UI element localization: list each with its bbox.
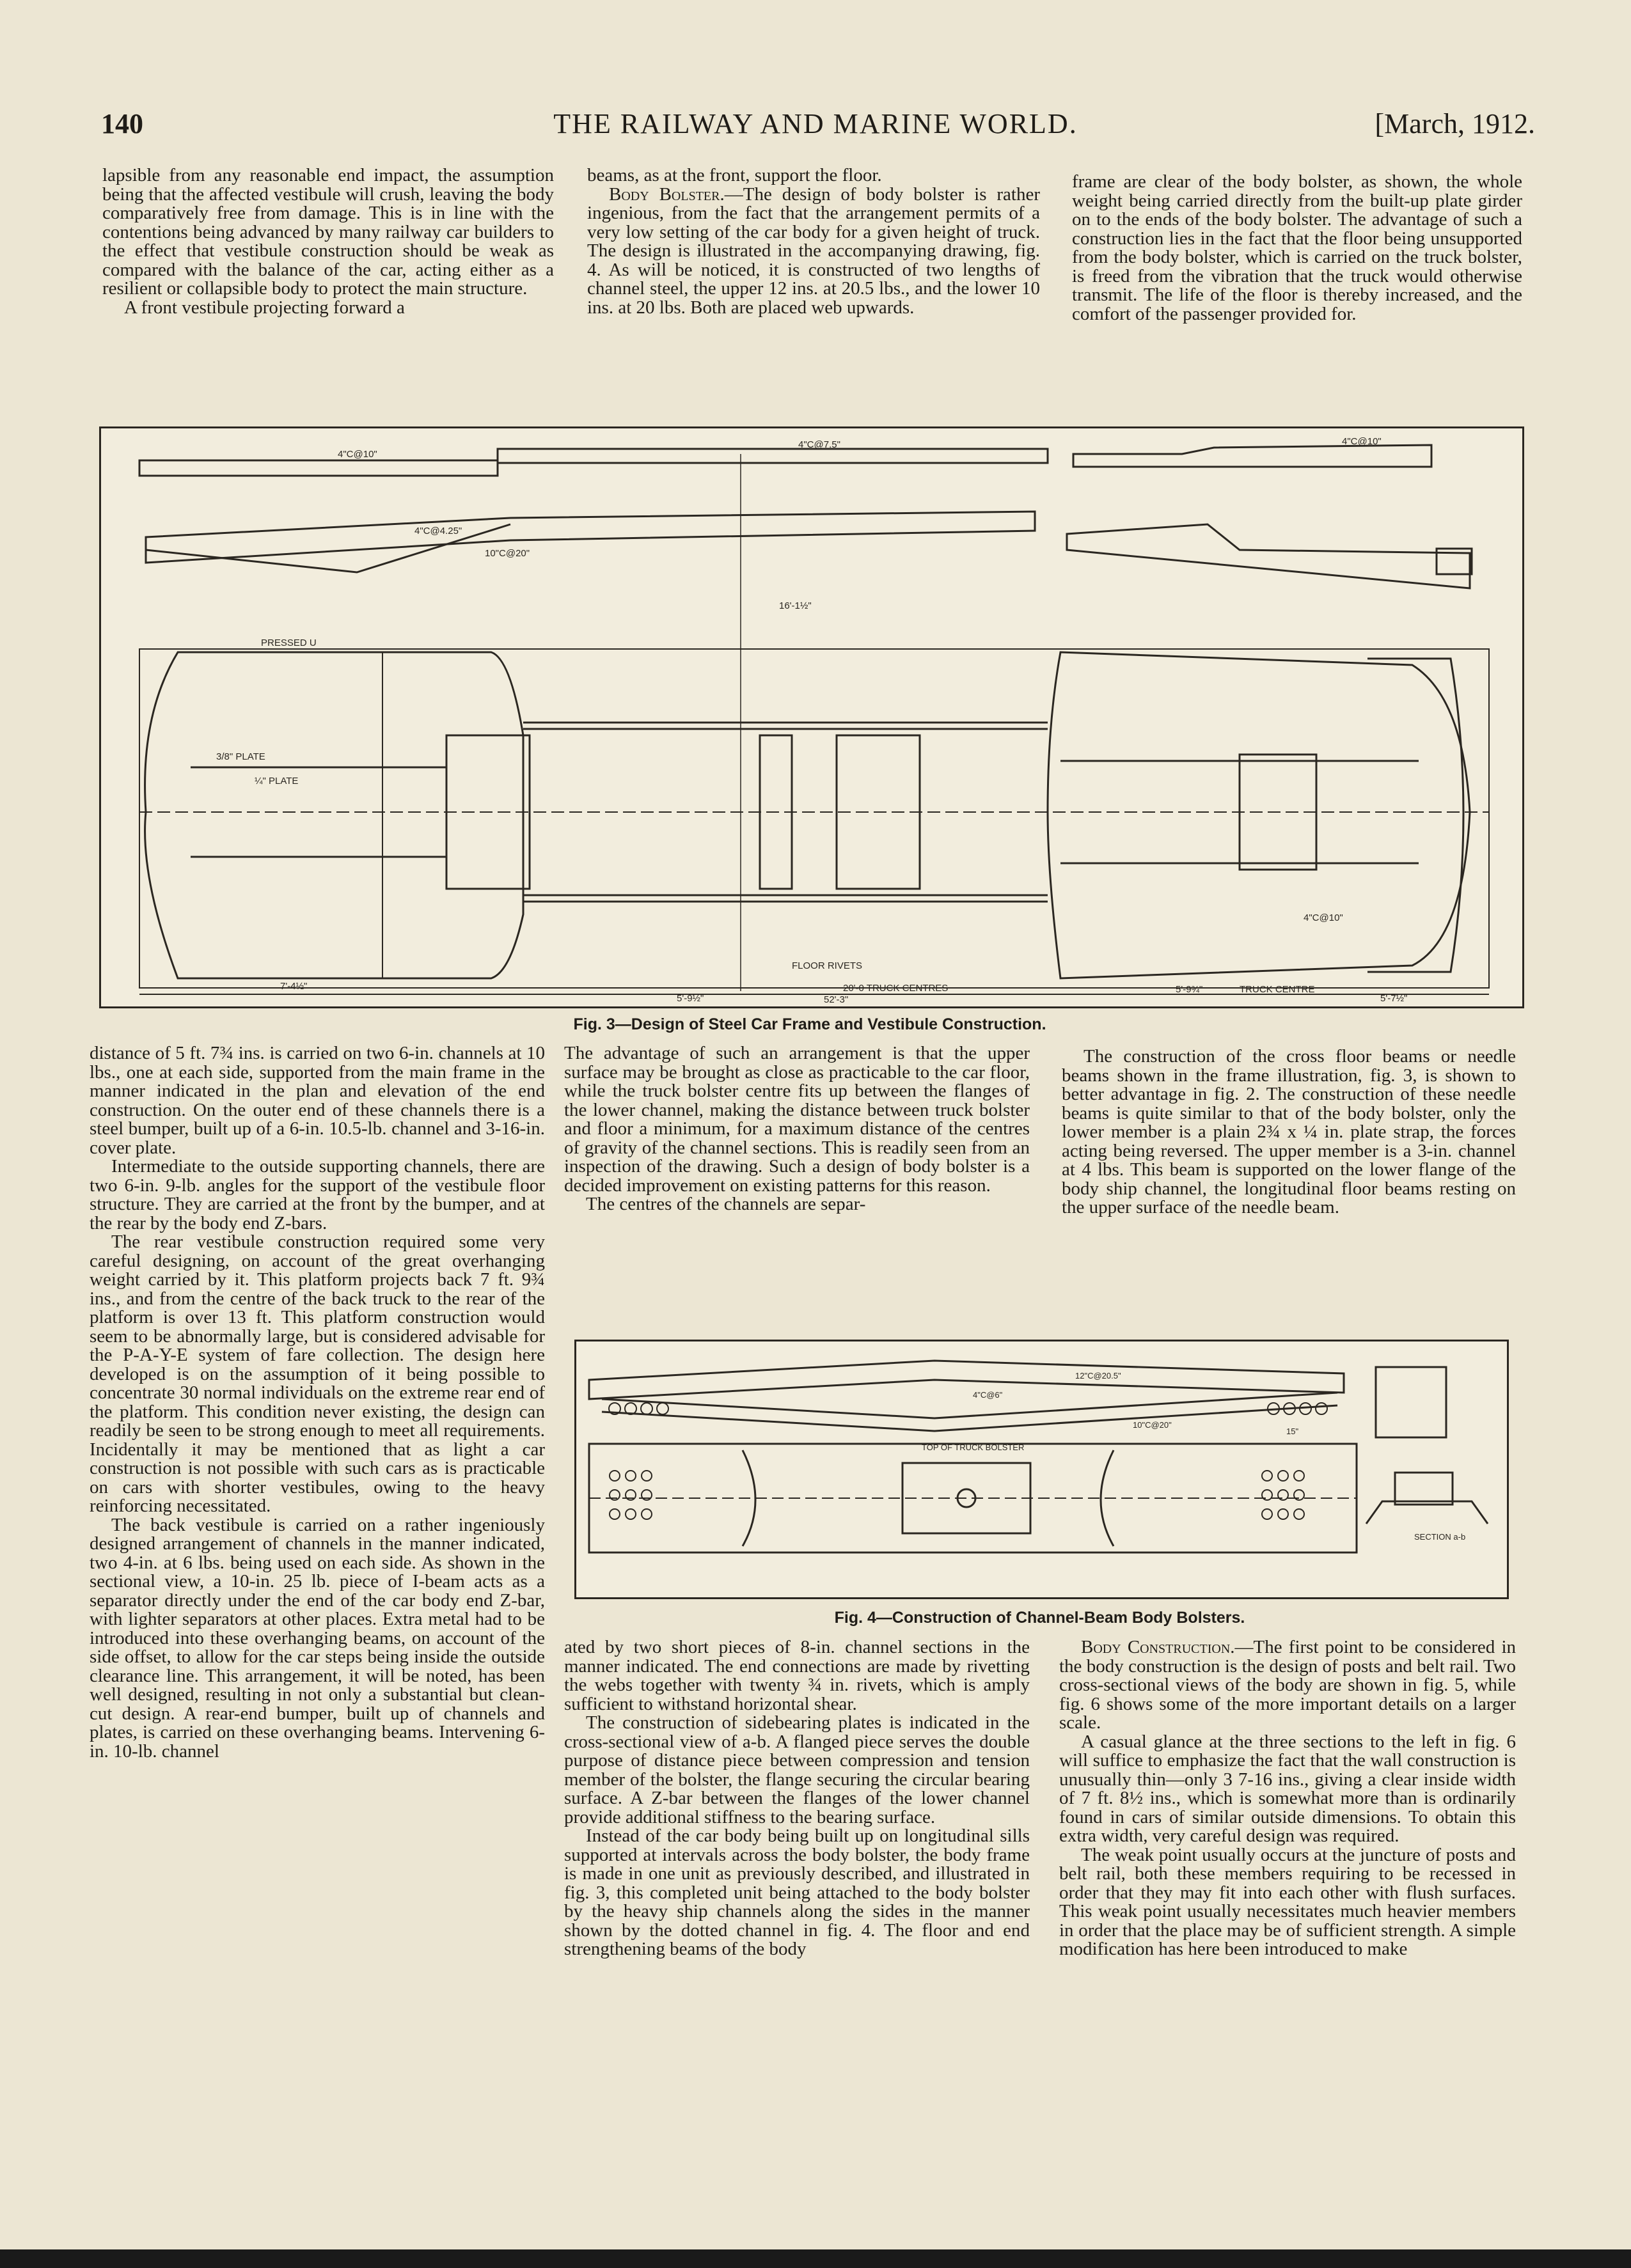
paragraph: The construction of sidebearing plates is indicated in the cross-sectional view of a-b. A flanged piece serves the double purpose of distance piece between compression and tension member of the bolster, the flange securing the circular bearing surface. A Z-bar between the flanges of the lower channel provide additional stiffness to the bearing surface. bbox=[564, 1712, 1030, 1827]
bolster-drawing bbox=[576, 1341, 1507, 1597]
dimension-label: 3/8" PLATE bbox=[216, 751, 265, 762]
dimension-label: 5'-9¾" bbox=[1176, 984, 1203, 995]
dimension-label: 4"C@7.5" bbox=[798, 439, 840, 450]
paragraph: ated by two short pieces of 8-in. channel sections in the manner indicated. The end connections are made by rivetting the webs together with twenty ¾ in. rivets, which is amply sufficient to withstand horizontal shear. bbox=[564, 1637, 1030, 1714]
dimension-label: ¼" PLATE bbox=[255, 776, 299, 786]
dimension-label: SECTION a-b bbox=[1414, 1532, 1466, 1542]
rear-platform-plan bbox=[1048, 652, 1470, 978]
top-column-1 bbox=[102, 166, 554, 317]
dimension-label: 16'-1½" bbox=[779, 600, 812, 611]
car-frame-drawing bbox=[101, 428, 1522, 1006]
dimension-label: 5'-7½" bbox=[1380, 993, 1408, 1004]
paragraph: The centres of the channels are separ- bbox=[586, 1194, 866, 1214]
side-elevation-right bbox=[1067, 524, 1470, 588]
paragraph: The back vestibule is carried on a rather ingeniously designed arrangement of channels in the manner indicated, two 4-in. at 6 lbs. being used on each side. As shown in the sectional view, a 10-in. 25 lb. piece of I-beam acts as a separator directly under the end of the car body end Z-bar, with lighter separators at other places. Extra metal had to be introduced into these overhanging beams, on account of the side offset, to allow for the car steps being inside the outside clearance line. This arrangement, it will be noted, has been well designed, resulting in not only a substantial but clean-cut design. A rear-end bumper, built up of channels and plates, is carried on these overhanging beams. Intervening 6-in. 10-lb. channel bbox=[90, 1514, 545, 1762]
paragraph: distance of 5 ft. 7¾ ins. is carried on two 6-in. channels at 10 lbs., one at each side, supported from the main frame in the manner indicated in the plan and elevation of the end construction. On the outer end of these channels there is a steel bumper, built up of a 6-in. 10.5-lb. channel and 3-16-in. cover plate. bbox=[90, 1043, 545, 1158]
dimension-label: 5'-9½" bbox=[677, 993, 704, 1004]
dimension-label: 15" bbox=[1286, 1427, 1299, 1436]
paragraph-text: The design of body bolster is rather ingenious, from the fact that the arrangement permits of a very low setting of the car body for a given height of truck. The design is illustrated in the accompanying drawing, fig. 4. As will be noticed, it is constructed of two lengths of channel steel, the upper 12 ins. at 20.5 lbs., and the lower 10 ins. at 20 lbs. Both are placed web upwards. bbox=[587, 184, 1041, 318]
journal-title: THE RAILWAY AND MARINE WORLD. bbox=[553, 108, 1078, 139]
dimension-label: 7'-4½" bbox=[280, 981, 308, 992]
bottom-column-3 bbox=[1059, 1638, 1516, 1959]
paragraph-text: The first point to be considered in the body construction is the design of posts and belt rail. Two cross-sectional views of the body are shown in fig. 5, while fig. 6 shows some of the more important details on a larger scale. bbox=[1059, 1637, 1516, 1733]
figure-3-drawing bbox=[99, 426, 1524, 1008]
bottom-column-2 bbox=[564, 1638, 1030, 1959]
scan-border bbox=[0, 2249, 1631, 2268]
rear-sill-elevation bbox=[1073, 445, 1431, 467]
paragraph: The weak point usually occurs at the juncture of posts and belt rail, both these members requiring to be recessed in order that they may fit into each other with flush surfaces. This weak point usually necessitates much heavier members in order that the place may be of sufficient strength. A simple modification has here been introduced to make bbox=[1059, 1844, 1516, 1959]
upper-channel-elevation bbox=[589, 1361, 1344, 1399]
dimension-label: 4"C@10" bbox=[338, 449, 377, 460]
dimension-label: 4"C@10" bbox=[1304, 912, 1343, 923]
paragraph bbox=[1059, 1638, 1516, 1733]
dimension-label: FLOOR RIVETS bbox=[792, 960, 863, 971]
paragraph: A casual glance at the three sections to the left in fig. 6 will suffice to emphasize the fact that the wall construction is unusually thin—only 3 7-16 ins., giving a clear inside width of 7 ft. 8½ ins., which is somewhat more than is ordinarily found in cars of similar outside dimensions. To obtain this extra width, very careful design was required. bbox=[1059, 1731, 1516, 1846]
dimension-label: 12"C@20.5" bbox=[1075, 1371, 1121, 1380]
top-column-3 bbox=[1072, 173, 1522, 324]
section-heading: Body Construction.— bbox=[1081, 1637, 1254, 1657]
page-number: 140 bbox=[101, 108, 143, 139]
paragraph: Intermediate to the outside supporting channels, there are two 6-in. 9-lb. angles for the support of the vestibule floor structure. They are carried at the front by the bumper, and at the rear by the body end Z-bars. bbox=[90, 1156, 545, 1233]
dimension-label: 52'-3" bbox=[824, 994, 849, 1005]
mid-column-3 bbox=[1062, 1047, 1516, 1217]
dimension-label: 20'-0 TRUCK CENTRES bbox=[843, 983, 949, 994]
paragraph: Instead of the car body being built up on longitudinal sills supported at intervals across the body bolster, the body frame is made in one unit as previously described, and illustrated in fig. 3, this completed unit being attached to the body bolster by the heavy ship channels along the sides in the manner shown by the dotted channel in fig. 4. The floor and end strengthening beams of the body bbox=[564, 1826, 1030, 1959]
paragraph: A front vestibule projecting forward a bbox=[124, 297, 405, 318]
page-header bbox=[96, 107, 1535, 152]
paragraph: beams, as at the front, support the floor. bbox=[587, 165, 882, 185]
issue-date: [March, 1912. bbox=[1375, 108, 1535, 139]
dimension-label: 10"C@20" bbox=[485, 548, 530, 559]
top-column-2 bbox=[587, 166, 1040, 317]
dimension-label: PRESSED U bbox=[261, 637, 317, 648]
dimension-label: 4"C@10" bbox=[1342, 436, 1382, 447]
paragraph: The construction of the cross floor beams or needle beams shown in the frame illustration, fig. 3, is shown to better advantage in fig. 2. The construction of these needle beams is quite similar to that of the body bolster, only the lower member is a plain 2¾ x ¼ in. plate strap, the forces acting being reversed. The upper member is a 3-in. channel at 4 lbs. This beam is supported on the lower flange of the body ship channel, the longitudinal floor beams resting on the upper surface of the needle beam. bbox=[1062, 1046, 1516, 1217]
figure-3-caption: Fig. 3—Design of Steel Car Frame and Vestibule Construction. bbox=[573, 1015, 1046, 1033]
dimension-label: TRUCK CENTRE bbox=[1240, 984, 1315, 995]
section-heading: Body Bolster.— bbox=[609, 184, 743, 205]
dimension-label: 4"C@4.25" bbox=[414, 526, 462, 536]
mid-column-2 bbox=[564, 1044, 1030, 1214]
dimension-label: 10"C@20" bbox=[1133, 1420, 1172, 1430]
side-elevation-left bbox=[146, 512, 1035, 563]
paragraph: The rear vestibule construction required some very careful designing, on account of the great overhanging weight carried by it. This platform projects back 7 ft. 9¾ ins., and from the centre of the back truck to the rear of the platform is over 13 ft. This platform construction would seem to be abnormally large, but is considered advisable for the P-A-Y-E system of fare collection. The design here developed is on the assumption of it being possible to concentrate 30 normal individuals on the extreme rear end of the platform. This condition never existing, the design can readily be seen to be strong enough to meet all requirements. Incidentally it may be mentioned that as light a car construction is not possible with such cars as is practicable on cars with shorter vestibules, owing to the heavy reinforcing necessitated. bbox=[90, 1232, 545, 1516]
front-platform-plan bbox=[145, 652, 523, 978]
paragraph: The advantage of such an arrangement is that the upper surface may be brought as close as practicable to the car floor, while the truck bolster centre fits up between the flanges of the lower channel, making the distance between truck bolster and floor a minimum, for a maximum distance of the centres of gravity of the channel sections. This is readily seen from an inspection of the drawing. Such a design of body bolster is a decided improvement on existing patterns for this reason. bbox=[564, 1043, 1030, 1196]
mid-column-1 bbox=[90, 1044, 545, 1761]
dimension-label: 4"C@6" bbox=[973, 1390, 1003, 1400]
center-sill-elevation bbox=[498, 449, 1048, 463]
figure-4-drawing bbox=[574, 1340, 1509, 1599]
figure-4-caption: Fig. 4—Construction of Channel-Beam Body Bolsters. bbox=[834, 1609, 1245, 1627]
paragraph: frame are clear of the body bolster, as shown, the whole weight being carried directly from the built-up plate girder on to the ends of the body bolster. The advantage of such a construction lies in the fact that the floor being unsupported from the body bolster, which is carried on the truck bolster, is freed from the vibration that the truck would otherwise transmit. The life of the floor is thereby increased, and the comfort of the passenger provided for. bbox=[1072, 171, 1522, 324]
section-end-view bbox=[1376, 1367, 1446, 1437]
front-sill-elevation bbox=[139, 460, 498, 476]
paragraph bbox=[587, 185, 1040, 318]
paragraph: lapsible from any reasonable end impact, the assumption being that the affected vestibule will crush, leaving the body comparatively free from damage. This is in line with the contentions being advanced by many railway car builders to the effect that vestibule construction should be weak as compared with the balance of the car, acting either as a resilient or collapsible body to protect the main structure. bbox=[102, 165, 554, 299]
dimension-label: TOP OF TRUCK BOLSTER bbox=[922, 1443, 1025, 1452]
